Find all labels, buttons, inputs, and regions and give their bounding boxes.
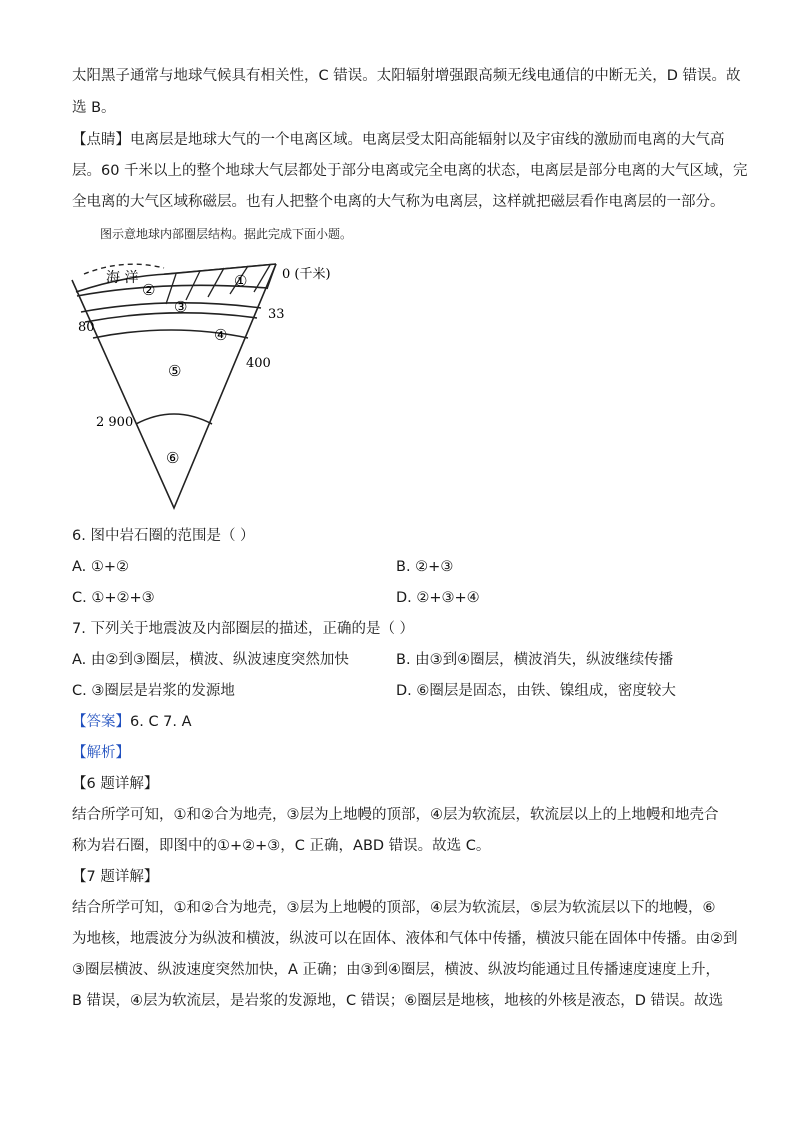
ocean-label: 海 洋: [106, 270, 139, 286]
answer-text: 6. C 7. A: [130, 714, 192, 730]
dianjing-line-1: [72, 130, 725, 150]
answer-label: 【答案】: [72, 714, 130, 730]
core-mantle-boundary: [136, 414, 212, 424]
dianjing-line-3: 全电离的大气区域称磁层。也有人把整个电离的大气称为电离层，这样就把磁层看作电离层的一部分。: [72, 194, 725, 210]
d7-line-4: B 错误，④层为软流层，是岩浆的发源地，C 错误；⑥圈层是地核，地核的外核是液态，D 错误。故选: [72, 993, 724, 1009]
d7-line-3: ③圈层横波、纵波速度突然加快，A 正确；由③到④圈层，横波、纵波均能通过且传播速度速度上升，: [72, 962, 721, 978]
figure-caption: 图示意地球内部圈层结构。据此完成下面小题。: [100, 227, 353, 241]
d6-title: 【6 题详解】: [72, 776, 159, 792]
q7-stem: 7. 下列关于地震波及内部圈层的描述，正确的是（ ）: [72, 621, 415, 637]
lithosphere-bottom: [81, 303, 261, 312]
layer-2-label: ②: [142, 281, 156, 299]
q6-option-b: B. ②+③: [396, 559, 454, 575]
q6-option-d: D. ②+③+④: [396, 590, 480, 606]
d7-line-2: 为地核，地震波分为纵波和横波，纵波可以在固体、液体和气体中传播，横波只能在固体中传播。由②到: [72, 931, 738, 947]
layer-5-label: ⑤: [168, 362, 182, 380]
d7-line-1: 结合所学可知，①和②合为地壳，③层为上地幔的顶部，④层为软流层，⑤层为软流层以下的地幔，⑥: [72, 900, 716, 916]
dianjing-label: 【点睛】: [72, 132, 130, 148]
q7-option-d: D. ⑥圈层是固态，由铁、镍组成，密度较大: [396, 683, 676, 699]
q6-option-c: C. ①+②+③: [72, 590, 155, 606]
analysis-label: 【解析】: [72, 745, 130, 761]
depth-33-label: 33: [268, 307, 285, 322]
dianjing-line-2: 层。60 千米以上的整个地球大气层都处于部分电离或完全电离的状态，电离层是部分电离的大气区域，完: [72, 163, 748, 179]
layer-6-label: ⑥: [166, 449, 180, 467]
q7-option-b: B. 由③到④圈层，横波消失，纵波继续传播: [396, 652, 674, 668]
depth-2900-label: 2 900: [96, 415, 134, 430]
depth-80-label: 80: [78, 320, 95, 335]
asthenosphere-top: [85, 313, 257, 322]
layer-4-label: ④: [214, 326, 228, 344]
dianjing-text: 电离层是地球大气的一个电离区域。电离层受太阳高能辐射以及宇宙线的激励而电离的大气高: [130, 132, 725, 148]
unit-label: 0 (千米): [282, 267, 331, 282]
q6-option-a: A. ①+②: [72, 559, 130, 575]
d6-line-2: 称为岩石圈，即图中的①+②+③，C 正确，ABD 错误。故选 C。: [72, 838, 491, 854]
answer-line: [72, 712, 192, 732]
q7-option-c: C. ③圈层是岩浆的发源地: [72, 683, 235, 699]
intro-line-2: 选 B。: [72, 100, 116, 116]
layer-1-label: ①: [234, 272, 248, 290]
earth-layers-diagram: [64, 252, 364, 516]
depth-400-label: 400: [246, 356, 271, 371]
q6-stem: 6. 图中岩石圈的范围是（ ）: [72, 528, 255, 544]
layer-3-label: ③: [174, 298, 188, 316]
q7-option-a: A. 由②到③圈层，横波、纵波速度突然加快: [72, 652, 349, 668]
d7-title: 【7 题详解】: [72, 869, 159, 885]
d6-line-1: 结合所学可知，①和②合为地壳，③层为上地幔的顶部，④层为软流层，软流层以上的上地幔和地壳合: [72, 807, 719, 823]
intro-line-1: 太阳黑子通常与地球气候具有相关性，C 错误。太阳辐射增强跟高频无线电通信的中断无关，D 错误。故: [72, 68, 741, 84]
